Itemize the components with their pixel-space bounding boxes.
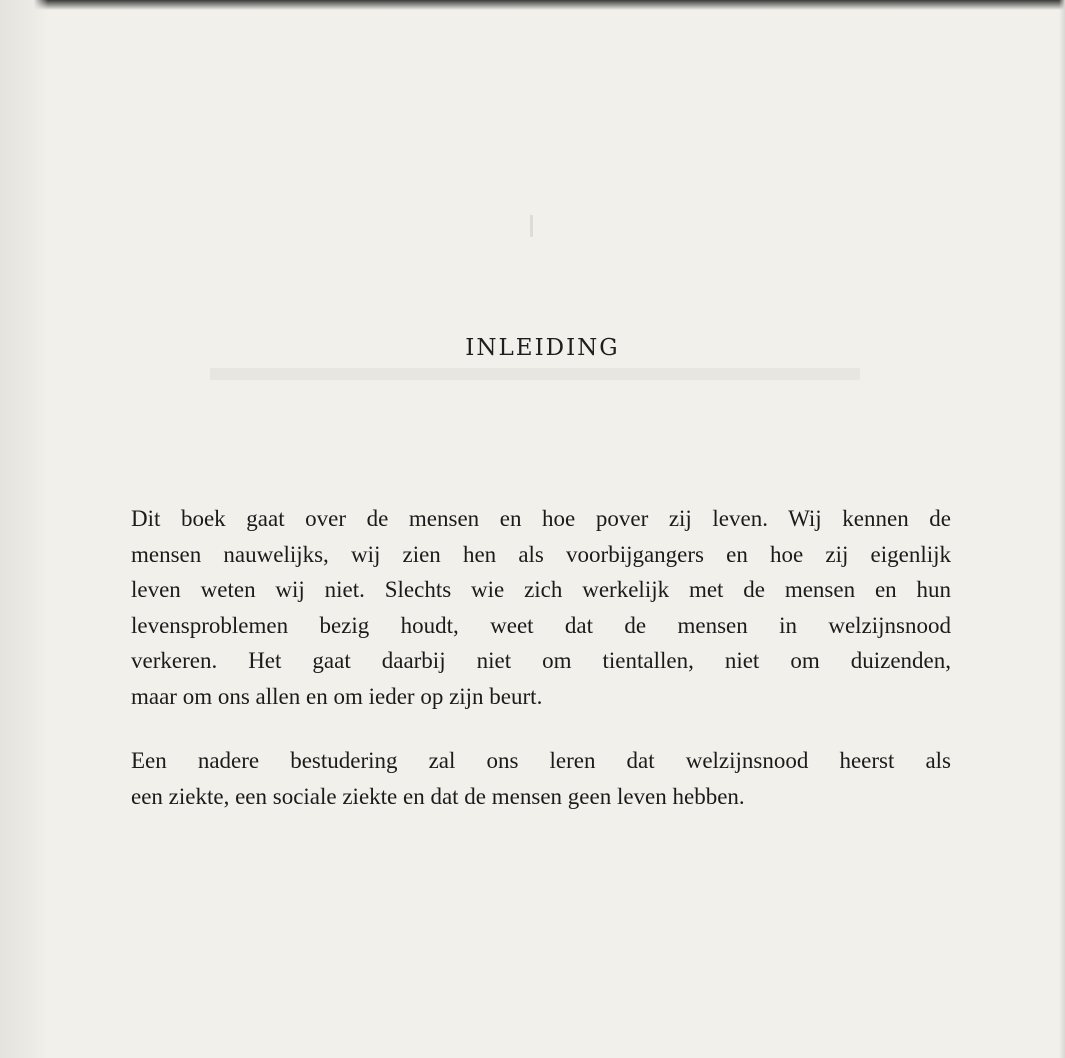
- page-top-shadow: [0, 0, 1065, 10]
- text-line: leven weten wij niet. Slechts wie zich werkelijk met de mensen en hun: [131, 577, 951, 603]
- page-right-edge: [1059, 0, 1065, 1058]
- show-through-heading: [210, 368, 860, 380]
- paragraph-1: [131, 501, 951, 715]
- show-through-mark: [530, 215, 533, 237]
- book-gutter: [0, 0, 48, 1058]
- paragraph-2: [131, 743, 951, 814]
- text-line: maar om ons allen en om ieder op zijn beurt.: [131, 683, 543, 709]
- text-line: mensen nauwelijks, wij zien hen als voorbijgangers en hoe zij eigenlijk: [131, 541, 951, 567]
- text-line: levensproblemen bezig houdt, weet dat de mensen in welzijnsnood: [131, 612, 951, 638]
- chapter-title: INLEIDING: [465, 335, 620, 361]
- text-line: een ziekte, een sociale ziekte en dat de mensen geen leven hebben.: [131, 783, 745, 809]
- text-line: verkeren. Het gaat daarbij niet om tientallen, niet om duizenden,: [131, 648, 951, 674]
- text-line: Een nadere bestudering zal ons leren dat welzijnsnood heerst als: [131, 748, 951, 773]
- text-line: Dit boek gaat over de mensen en hoe pover zij leven. Wij kennen de: [131, 506, 951, 531]
